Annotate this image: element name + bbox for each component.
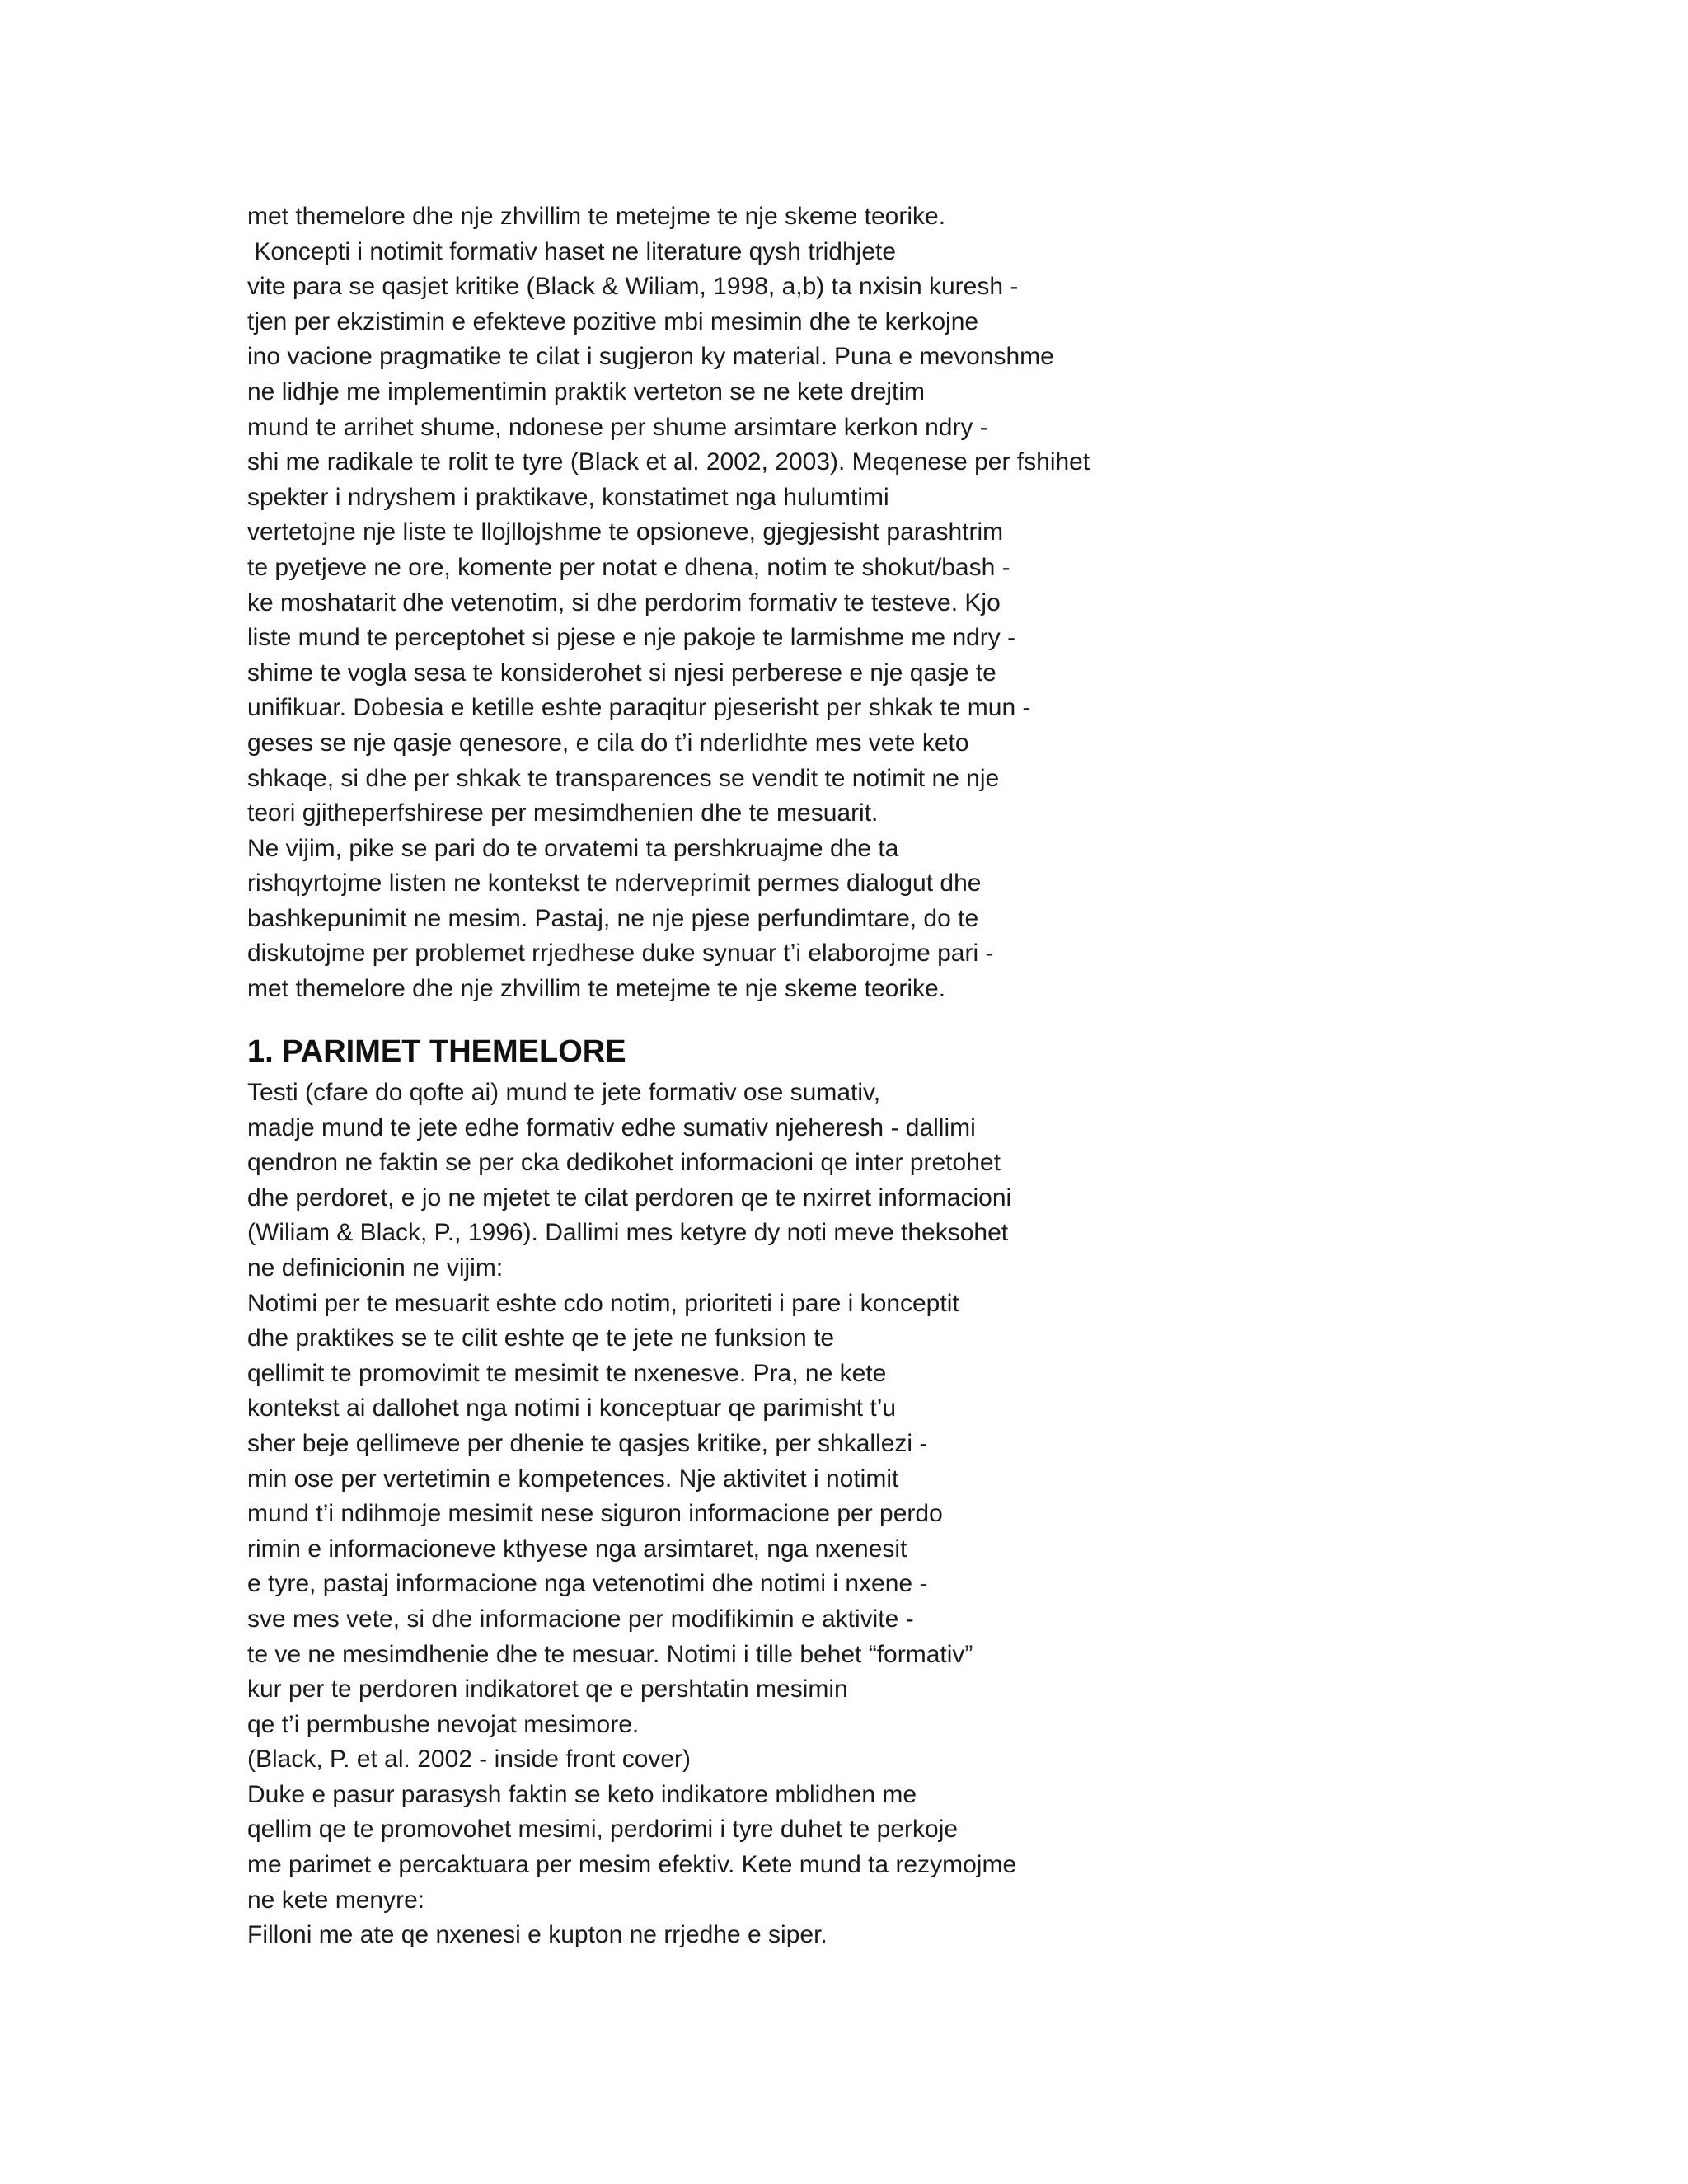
text-line: te pyetjeve ne ore, komente per notat e dhena, notim te shokut/bash - [247, 553, 1010, 581]
text-line: qellim qe te promovohet mesimi, perdorimi i tyre duhet te perkoje [247, 1816, 959, 1844]
text-line: qellimit te promovimit te mesimit te nxenesve. Pra, ne kete [247, 1359, 887, 1387]
section-heading: 1. PARIMET THEMELORE [247, 1034, 626, 1069]
text-line: qendron ne faktin se per cka dedikohet informacioni qe inter pretohet [247, 1149, 1001, 1177]
text-line: me parimet e percaktuara per mesim efektiv. Kete mund ta rezymojme [247, 1851, 1017, 1879]
text-line: (Wiliam & Black, P., 1996). Dallimi mes ketyre dy noti meve theksohet [247, 1219, 1009, 1247]
text-line: liste mund te perceptohet si pjese e nje pakoje te larmishme me ndry - [247, 624, 1016, 652]
text-line: bashkepunimit ne mesim. Pastaj, ne nje pjese perfundimtare, do te [247, 904, 979, 932]
text-line: geses se nje qasje qenesore, e cila do t’i nderlidhte mes vete keto [247, 729, 969, 757]
text-line: spekter i ndryshem i praktikave, konstatimet nga hulumtimi [247, 483, 889, 511]
text-line: met themelore dhe nje zhvillim te metejme te nje skeme teorike. [247, 203, 946, 230]
text-line: sher beje qellimeve per dhenie te qasjes kritike, per shkallezi - [247, 1429, 928, 1457]
section-paragraphs [247, 1076, 1484, 1953]
text-line: Ne vijim, pike se pari do te orvatemi ta pershkruajme dhe ta [247, 834, 899, 862]
text-line: Filloni me ate qe nxenesi e kupton ne rrjedhe e siper. [247, 1921, 828, 1949]
text-line: madje mund te jete edhe formativ edhe sumativ njeheresh - dallimi [247, 1113, 976, 1141]
text-line: qe t’i permbushe nevojat mesimore. [247, 1710, 640, 1738]
text-line: tjen per ekzistimin e efekteve pozitive mbi mesimin dhe te kerkojne [247, 307, 979, 335]
text-line: shi me radikale te rolit te tyre (Black et al. 2002, 2003). Meqenese per fshihet [247, 448, 1090, 476]
text-line: ke moshatarit dhe vetenotim, si dhe perdorim formativ te testeve. Kjo [247, 588, 1001, 616]
text-line: kontekst ai dallohet nga notimi i konceptuar qe parimisht t’u [247, 1394, 897, 1422]
text-line: Testi (cfare do qofte ai) mund te jete formativ ose sumativ, [247, 1079, 881, 1106]
text-line: vertetojne nje liste te llojllojshme te opsioneve, gjegjesisht parashtrim [247, 518, 1004, 546]
text-line: ne lidhje me implementimin praktik verteton se ne kete drejtim [247, 377, 926, 405]
text-line: min ose per vertetimin e kompetences. Nje aktivitet i notimit [247, 1465, 899, 1493]
text-line: shkaqe, si dhe per shkak te transparences se vendit te notimit ne nje [247, 764, 1000, 792]
text-line: rimin e informacioneve kthyese nga arsimtaret, nga nxenesit [247, 1535, 907, 1563]
text-line: dhe perdoret, e jo ne mjetet te cilat perdoren qe te nxirret informacioni [247, 1183, 1012, 1212]
text-line: ne kete menyre: [247, 1886, 425, 1914]
text-line: Duke e pasur parasysh faktin se keto indikatore mblidhen me [247, 1780, 917, 1808]
text-line: met themelore dhe nje zhvillim te metejme te nje skeme teorike. [247, 975, 946, 1003]
text-line: e tyre, pastaj informacione nga vetenotimi dhe notimi i nxene - [247, 1570, 928, 1598]
intro-paragraphs [247, 199, 1484, 1007]
text-line: ino vacione pragmatike te cilat i sugjeron ky material. Puna e mevonshme [247, 343, 1054, 371]
text-line: diskutojme per problemet rrjedhese duke synuar t’i elaborojme pari - [247, 940, 994, 968]
text-line: teori gjitheperfshirese per mesimdhenien dhe te mesuarit. [247, 799, 879, 827]
text-line: vite para se qasjet kritike (Black & Wiliam, 1998, a,b) ta nxisin kuresh - [247, 273, 1019, 301]
text-line: rishqyrtojme listen ne kontekst te nderveprimit permes dialogut dhe [247, 869, 982, 898]
text-line: ne definicionin ne vijim: [247, 1254, 504, 1282]
text-line: sve mes vete, si dhe informacione per modifikimin e aktivite - [247, 1605, 914, 1633]
text-line: shime te vogla sesa te konsiderohet si njesi perberese e nje qasje te [247, 658, 996, 687]
text-line: te ve ne mesimdhenie dhe te mesuar. Notimi i tille behet “formativ” [247, 1640, 973, 1668]
text-line: mund t’i ndihmoje mesimit nese siguron informacione per perdo [247, 1500, 943, 1528]
text-line: dhe praktikes se te cilit eshte qe te jete ne funksion te [247, 1324, 835, 1352]
text-line: (Black, P. et al. 2002 - inside front cover) [247, 1746, 692, 1774]
text-line: Koncepti i notimit formativ haset ne literature qysh tridhjete [247, 237, 897, 265]
text-line: mund te arrihet shume, ndonese per shume arsimtare kerkon ndry - [247, 413, 988, 441]
text-line: kur per te perdoren indikatoret qe e pershtatin mesimin [247, 1675, 848, 1704]
text-line: unifikuar. Dobesia e ketille eshte paraqitur pjeserisht per shkak te mun - [247, 694, 1031, 722]
text-line: Notimi per te mesuarit eshte cdo notim, prioriteti i pare i konceptit [247, 1289, 959, 1317]
